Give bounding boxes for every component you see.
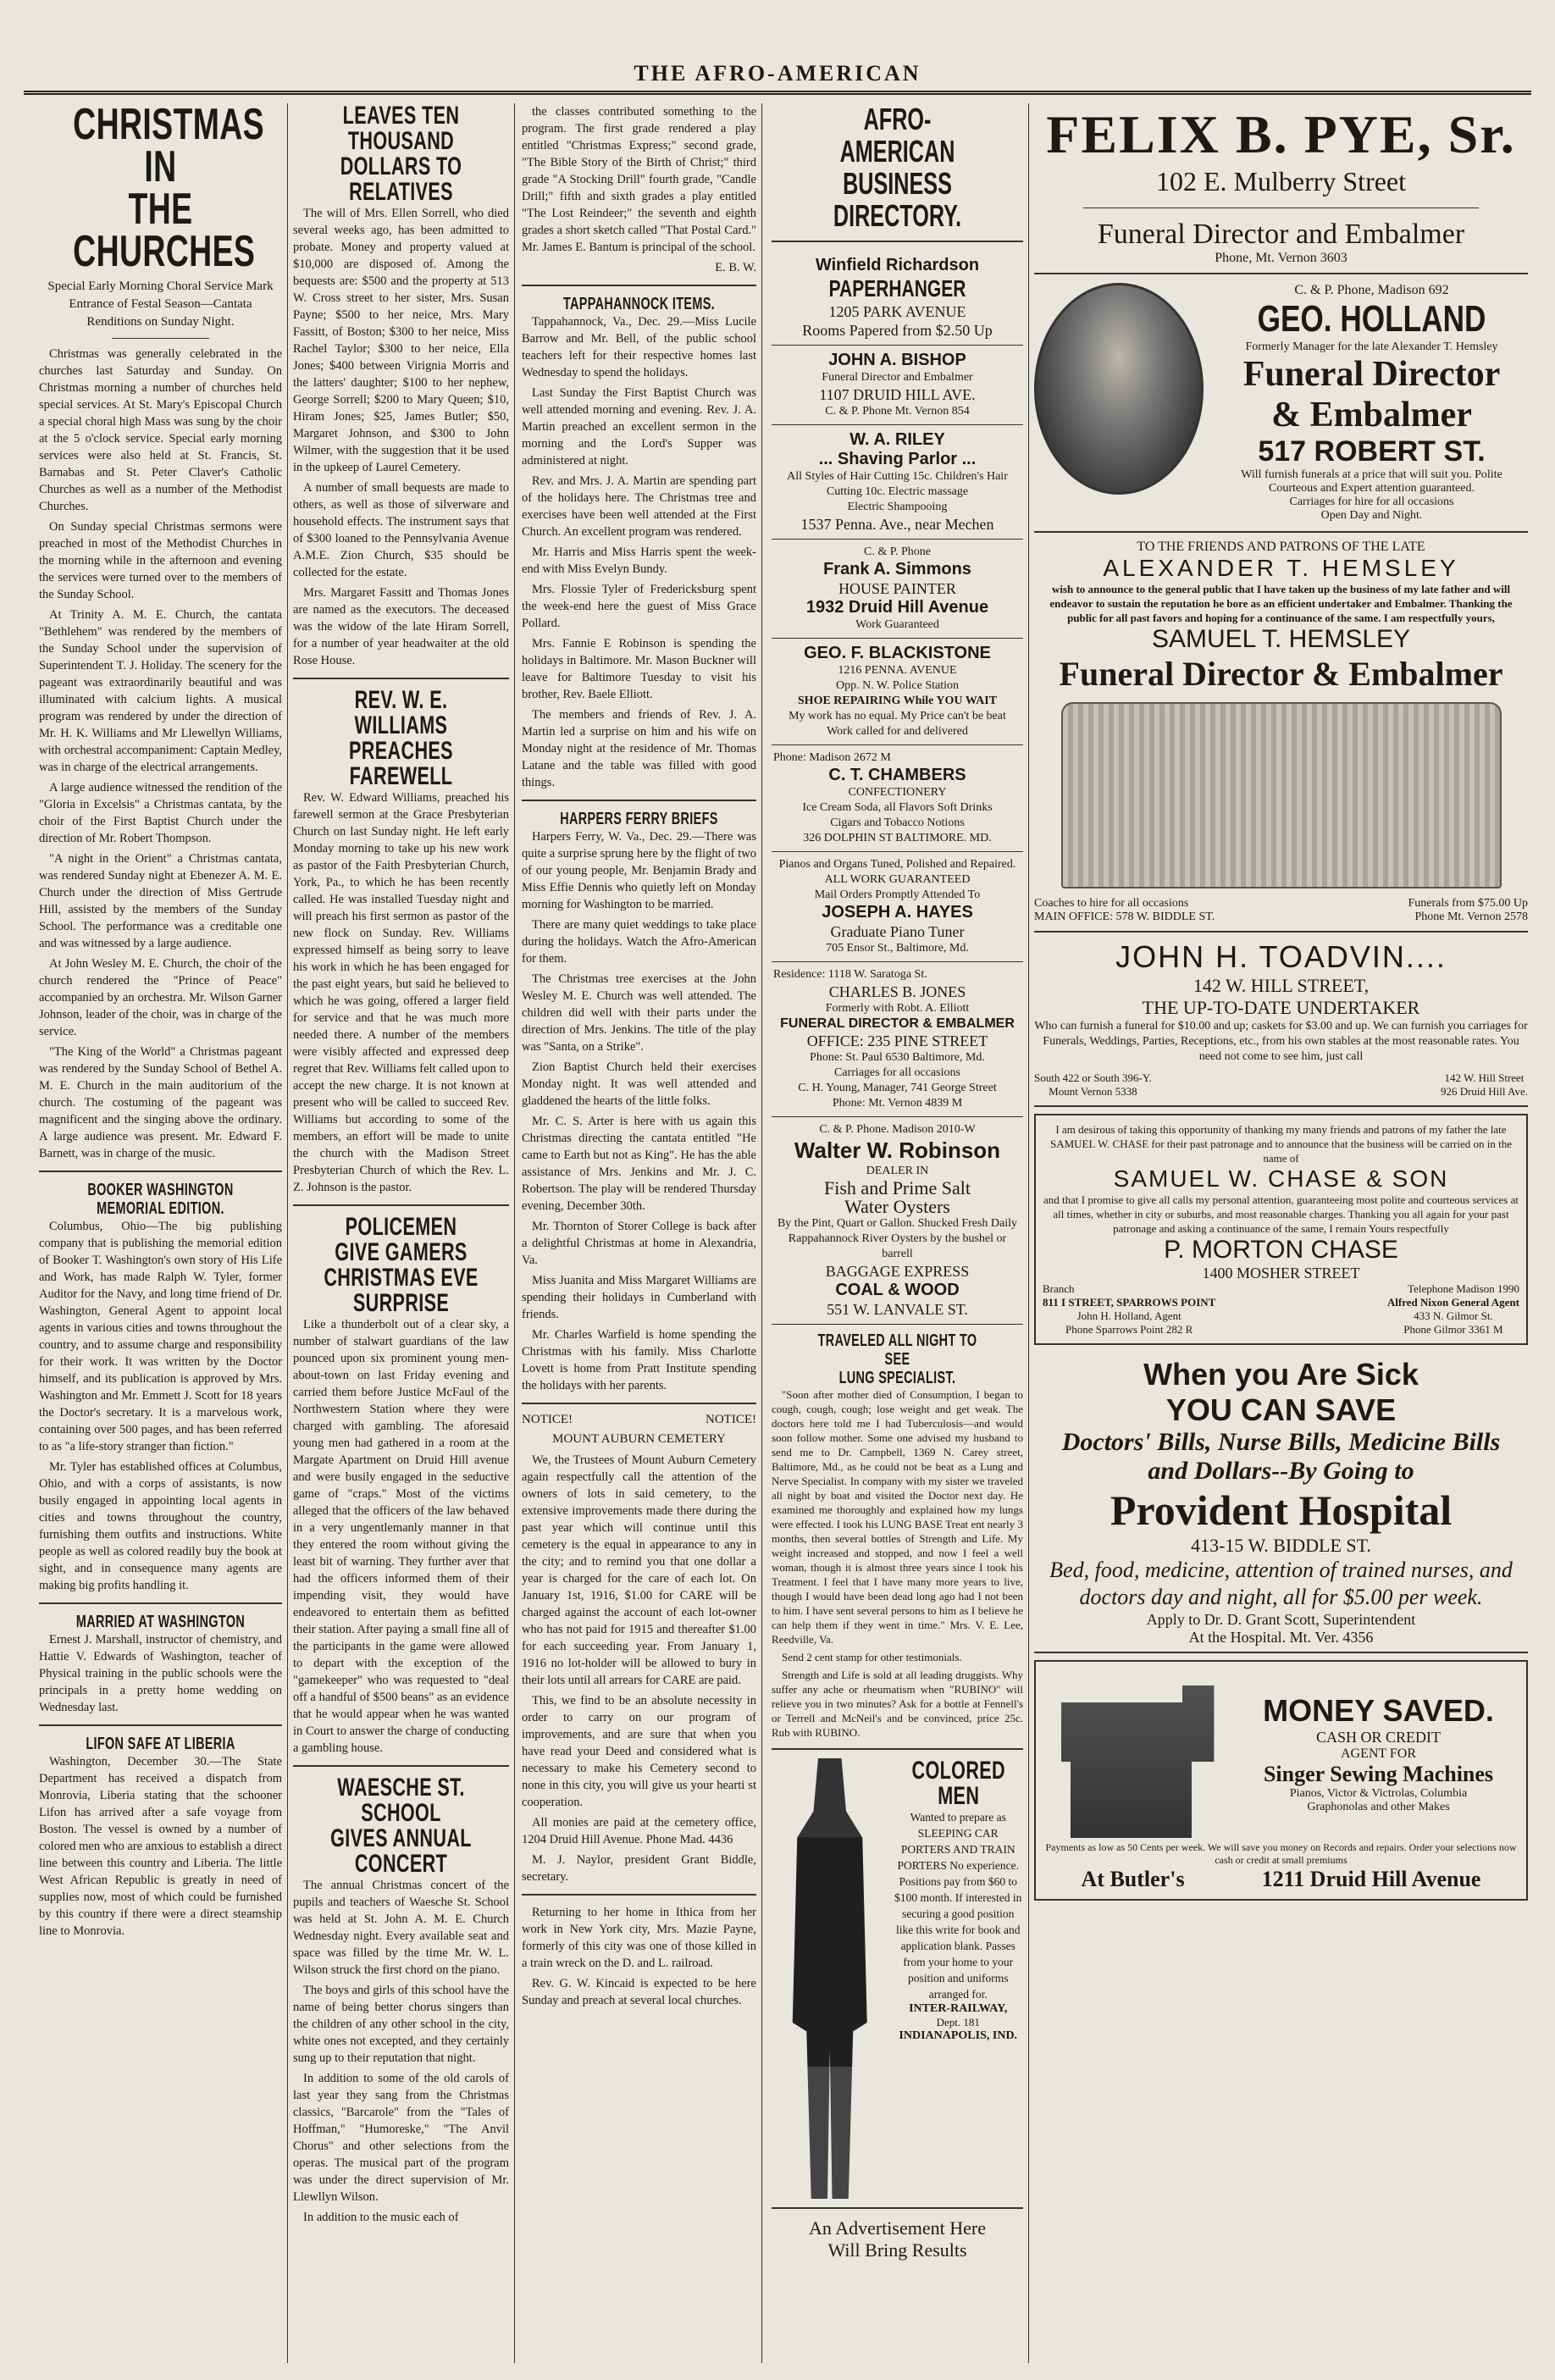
- ad-detail: Work Guaranteed: [855, 618, 939, 631]
- ad-robinson: [772, 1117, 1023, 1325]
- article-paragraph: Returning to her home in Ithica from her work in New York city, Mrs. Mazie Payne, formerly of this city was one of those killed in a train wreck on the D. and L. railroad.: [522, 1906, 756, 1970]
- divider: [772, 2207, 1023, 2209]
- ad-footer: [1034, 897, 1528, 910]
- article-paragraph: Strength and Life is sold at all leading druggists. Why suffer any ache or rheumatism when "RUBINO" will relieve you in two minutes? Ask for a bottle at Fennell's or Terrell and McNeil's and be convinced, price 25c. Rub with RUBINO.: [772, 1669, 1023, 1739]
- ad-detail: Pianos, Victor & Victrolas, Columbia: [1289, 1786, 1468, 1800]
- ad-phone: Phone: Mt. Vernon 4839 M: [832, 1097, 963, 1110]
- headline-williams-1: REV. W. E. WILLIAMS: [354, 686, 448, 739]
- ad-phone: C. & P. Phone: [864, 545, 931, 558]
- ad-name: JOSEPH A. HAYES: [822, 903, 973, 922]
- column-1: [34, 103, 288, 2363]
- ad-address: INDIANAPOLIS, IND.: [899, 2029, 1018, 2042]
- divider: [293, 678, 509, 679]
- ad-address: 811 I STREET, SPARROWS POINT: [1043, 1296, 1216, 1309]
- article-paragraph: Mr. Tyler has established offices at Columbus, Ohio, and with a corps of assistants, is now busily engaged in appointing local agents in cities and towns throughout the country, furnishing them outfits and instructions. White people as well as colored readily buy the book at sight, and in consequence many agents are making big profits handling it.: [39, 1460, 282, 1592]
- column-3: [517, 103, 762, 2363]
- ad-detail: Carriages for hire for all occasions: [1289, 495, 1454, 508]
- ad-detail: All Styles of Hair Cutting 15c. Children's Hair Cutting 10c. Electric massage: [787, 470, 1008, 498]
- ad-detail: Residence: 1118 W. Saratoga St.: [773, 968, 927, 981]
- ad-name: Frank A. Simmons: [823, 560, 971, 578]
- headline-cemetery: MOUNT AUBURN CEMETERY: [552, 1432, 726, 1446]
- ad-butler: [1034, 1660, 1528, 1901]
- ad-trade: HOUSE PAINTER: [838, 580, 956, 597]
- ad-name: Alfred Nixon General Agent: [1386, 1296, 1519, 1309]
- ad-detail: Rooms Papered from $2.50 Up: [802, 322, 993, 339]
- article-paragraph: Last Sunday the First Baptist Church was well attended morning and evening. Rev. J. A. Martin preached an excellent sermon in the morning and the Lord's Supper was administered at night.: [522, 386, 756, 468]
- ad-toadvin: [1034, 933, 1528, 1107]
- ad-footer: [1043, 1867, 1519, 1892]
- ad-detail: Cigars and Tobacco Notions: [830, 816, 965, 829]
- ad-address: 413-15 W. BIDDLE ST.: [1191, 1535, 1371, 1556]
- ad-holland: [1034, 274, 1528, 533]
- article-paragraph: Mr. Charles Warfield is home spending the Christmas with his family. Miss Charlotte Lovett is home from Pratt Institute spending the holidays with her parents.: [522, 1328, 756, 1392]
- ad-trade: Water Oysters: [844, 1196, 950, 1217]
- article-paragraph: Washington, December 30.—The State Department has received a dispatch from Monrovia, Liberia stating that the schooner Lifon has arrived after a safe voyage from Boston. The vessel is owned by a number of colored men who are anxious to establish a direct line between this country and Liberia. The little West African Republic is greatly in need of supplies now, most of which could be furnished by this country if there were a direct steamship line to Monrovia.: [39, 1755, 282, 1938]
- masthead-title: THE AFRO-AMERICAN: [634, 61, 921, 86]
- subheadline: Special Early Morning Choral Service Mark Entrance of Festal Season—Cantata Renditions on Sunday Night.: [47, 280, 274, 329]
- divider: [772, 1748, 1023, 1750]
- ad-branch-details: [1043, 1296, 1519, 1337]
- notice-left: NOTICE!: [522, 1413, 573, 1426]
- ad-name: JOHN H. TOADVIN....: [1115, 939, 1447, 974]
- article-paragraph: Mrs. Flossie Tyler of Fredericksburg spent the week-end here the guest of Miss Grace Pollard.: [522, 583, 756, 630]
- article-paragraph: On Sunday special Christmas sermons were preached in most of the Methodist Churches in the morning while in the afternoon and evening the services were turned over to the members of the Sunday School.: [39, 520, 282, 601]
- article-paragraph: Miss Juanita and Miss Margaret Williams are spending their holidays in Cumberland with friends.: [522, 1274, 756, 1321]
- signature: E. B. W.: [715, 261, 756, 274]
- ad-pye: [1034, 103, 1528, 274]
- article-paragraph: In addition to the music each of: [303, 2211, 459, 2224]
- article-paragraph: There are many quiet weddings to take place during the holidays. Watch the Afro-American for them.: [522, 918, 756, 966]
- ad-detail: At the Hospital. Mt. Ver. 4356: [1188, 1629, 1374, 1646]
- ad-name: C. T. CHAMBERS: [828, 766, 966, 784]
- article-paragraph: Like a thunderbolt out of a clear sky, a number of stalwart guardians of the law pounced upon six prominent young men-about-town on last Friday evening and carried them before Justice McFaul of the Northwestern Station where they were charged with gambling. The aforesaid young men had gathered in a room at the Margate Apartment on Druid Hill avenue and were busily engaged in the seductive game of "craps." Most of the victims alleged that the officers of the law behaved in a very ungentlemanly manner in that they entered the room without giving the least bit of warning. They further aver that had the officers informed them of their impending visit, they would have endeavored to entertain them as befitted their station. After paying a small fine all of the participants in the game were allowed to depart with the exception of the "gamekeeper" who was requested to "deal off a handful of $500 beans" as an evidence that he would appear when he was wanted in Court to answer the charge of conducting a gambling house.: [293, 1318, 509, 1755]
- ad-trade: Funeral Director and Embalmer: [1097, 219, 1465, 250]
- headline-lifon: LIFON SAFE AT LIBERIA: [86, 1735, 235, 1753]
- ad-bishop: [772, 346, 1023, 425]
- ad-name: GEO. F. BLACKISTONE: [804, 644, 991, 662]
- article-paragraph: Ernest J. Marshall, instructor of chemistry, and Hattie V. Edwards of Washington, teacher of Physical training in the public schools were the principals in a pretty home wedding on Wednesday last.: [39, 1633, 282, 1714]
- divider: [39, 1171, 282, 1172]
- headline-policemen-2: CHRISTMAS EVE SURPRISE: [324, 1264, 479, 1317]
- ad-name: INTER-RAILWAY,: [909, 2002, 1008, 2015]
- ad-trade: Funeral Director and Embalmer: [822, 371, 973, 384]
- ad-hemsley: [1034, 533, 1528, 933]
- ad-heading: When you Are Sick: [1143, 1357, 1419, 1392]
- ad-name: Winfield Richardson: [815, 256, 980, 274]
- notice-right: NOTICE!: [706, 1413, 756, 1426]
- ad-heading: ALEXANDER T. HEMSLEY: [1103, 555, 1459, 581]
- ad-detail: Funerals from $75.00 Up: [1408, 897, 1528, 910]
- article-paragraph: We, the Trustees of Mount Auburn Cemetery again respectfully call the attention of the owners of lots in said cemetery, to the extensive improvements made there during the past year which will continue until this cemetery is the equal in appearance to any in the city; and to remind you that one dollar a year is charged for the care of each lot. On January 1st, 1916, $1.00 for CARE will be charged against the account of each lot-owner who has not paid for 1915 and thereafter $1.00 for each succeeding year. From January 1, 1916 no lot-holder will be allowed to bury in their lots until all arrears for CARE are paid.: [522, 1453, 756, 1687]
- article-paragraph: At Trinity A. M. E. Church, the cantata "Bethlehem" was rendered by the members of the Sunday School under the supervision of Superintendent T. J. Holiday. The scenery for the pageant was extraordinarily beautiful and was illuminated with calcium lights. A musical program was rendered by under the direction of Mr. H. K. Williams and Mr Llewellyn Williams, with orchestral accompaniment: Captain Medley, was in charge of the electrical arrangements.: [39, 608, 282, 774]
- article-paragraph: Zion Baptist Church held their exercises Monday night. It was well attended and gladdened the hearts of the little folks.: [522, 1060, 756, 1108]
- headline-traveled-2: LUNG SPECIALIST.: [838, 1369, 956, 1387]
- article-paragraph: Tappahannock, Va., Dec. 29.—Miss Lucile Barrow and Mr. Bell, of the public school teachers left for their respective homes last Wednesday to spend the holidays.: [522, 315, 756, 379]
- ad-address: 326 DOLPHIN ST BALTIMORE. MD.: [803, 832, 992, 844]
- ad-trade: THE UP-TO-DATE UNDERTAKER: [1142, 997, 1420, 1018]
- advert-note-1: An Advertisement Here: [809, 2217, 986, 2239]
- headline-booker-2: MEMORIAL EDITION.: [97, 1199, 224, 1218]
- ad-address: 1211 Druid Hill Avenue: [1261, 1867, 1481, 1891]
- ad-phone: Phone: St. Paul 6530 Baltimore, Md.: [810, 1051, 985, 1064]
- ad-trade: Funeral Director: [1242, 355, 1501, 394]
- ad-trade: FUNERAL DIRECTOR & EMBALMER: [780, 1016, 1015, 1031]
- article-paragraph: "A night in the Orient" a Christmas cantata, was rendered Sunday night at Ebenezer A. M. E. Church under the direction of Miss Gertrude Hill, assisted by the members of the Sunday School. The performance was a creditable one and was witnessed by a large audience.: [39, 852, 282, 950]
- ad-phone: Phone Mt. Vernon 2578: [1414, 910, 1528, 923]
- article-paragraph: All monies are paid at the cemetery office, 1204 Druid Hill Avenue. Phone Mad. 4436: [522, 1816, 756, 1846]
- divider: [522, 1403, 756, 1404]
- ad-trade: PAPERHANGER: [828, 275, 966, 302]
- article-paragraph: Columbus, Ohio—The big publishing company that is publishing the memorial edition of Booker T. Washington's own story of His Life and Work, has made Ralph W. Tyler, former Auditor for the Navy, and long time friend of Dr. Washington, General Agent to appoint local agents in various cities and towns throughout the country, and to assume charge and responsibility for their work. It was written by the Doctor himself, and its publication is approved by Mrs. Washington and Mr. Emmett J. Scott for 18 years the Doctor's secretary. It is a marvelous work, containing over 500 pages, and has been referred to as "a life-story stranger than fiction.": [39, 1220, 282, 1453]
- ad-body: Bed, food, medicine, attention of trained nurses, and doctors day and night, all for $5.00 per week.: [1049, 1558, 1513, 1609]
- ad-address: MAIN OFFICE: 578 W. BIDDLE ST.: [1034, 910, 1215, 923]
- headline-williams-2: PREACHES FAREWELL: [349, 737, 453, 790]
- sewing-machine-icon: [1043, 1669, 1229, 1838]
- ad-detail: COAL & WOOD: [835, 1281, 960, 1299]
- ad-body: wish to announce to the general public that I have taken up the business of my late father and will endeavor to sustain the reputation he bore as an efficient undertaker and Embalmer. Thanking the public for all past favors and hoping for a continuance of the same. I am respectfully yours,: [1049, 583, 1513, 624]
- article-paragraph: Christmas was generally celebrated in the churches last Saturday and Sunday. On Christmas morning a number of churches held special services. At St. Mary's Episcopal Church a special choral high Mass was sung by the choir at the 5 o'clock service. Special early morning services were also held at St. Francis, St. Barnabas and St. Peter Claver's Catholic Churches as well as a number of the Methodist Churches.: [39, 347, 282, 513]
- ad-address: 1537 Penna. Ave., near Mechen: [800, 516, 994, 533]
- headline-harpers: HARPERS FERRY BRIEFS: [560, 810, 718, 828]
- ad-hospital: [1034, 1352, 1528, 1653]
- casket-illustration-icon: [1061, 702, 1502, 888]
- ad-address: 102 E. Mulberry Street: [1155, 166, 1407, 196]
- column-4: [766, 103, 1029, 2363]
- ad-name: CHARLES B. JONES: [828, 983, 966, 1000]
- ad-detail: Coaches to hire for all occasions: [1034, 897, 1189, 910]
- article-paragraph: Mr. Harris and Miss Harris spent the week-end with Miss Evelyn Bundy.: [522, 545, 756, 576]
- ad-detail: Will furnish funerals at a price that will suit you. Polite Courteous and Expert attention guaranteed.: [1241, 468, 1502, 495]
- ad-trade: & Embalmer: [1271, 396, 1472, 434]
- column-2: [288, 103, 515, 2363]
- ad-address: 1205 PARK AVENUE: [828, 303, 966, 320]
- ad-blackistone: [772, 639, 1023, 745]
- article-paragraph: "The King of the World" a Christmas pageant was rendered by the Sunday School of Bethel A. M. E. Church in the main auditorium of the church. The costuming of the pageant was magnificent and the singing above the ordinary. A large audience was present. Mr. Edward F. Barnett, was in charge of the music.: [39, 1045, 282, 1160]
- ad-phone: Phone, Mt. Vernon 3603: [1215, 251, 1347, 265]
- ad-address: 926 Druid Hill Ave.: [1440, 1085, 1528, 1098]
- ad-detail: Branch: [1043, 1282, 1075, 1295]
- divider: [522, 800, 756, 801]
- ad-body: Payments as low as 50 Cents per week. We will save you money on Records and repairs. Order your selections now cash or credit at small premiums: [1045, 1841, 1517, 1866]
- ad-heading: and Dollars--By Going to: [1148, 1457, 1414, 1485]
- divider: [112, 338, 209, 339]
- notice-row: [522, 1413, 756, 1427]
- divider: [522, 1894, 756, 1896]
- ad-simmons: [772, 540, 1023, 639]
- ad-name: Walter W. Robinson: [794, 1137, 1001, 1163]
- ad-detail: Carriages for all occasions: [834, 1066, 960, 1079]
- headline-christmas-1: CHRISTMAS IN: [73, 103, 264, 191]
- ad-branch-row: [1043, 1282, 1519, 1296]
- ad-phone: Mount Vernon 5338: [1049, 1085, 1137, 1098]
- ad-phone: South 422 or South 396-Y.: [1034, 1071, 1152, 1084]
- ad-chase: [1034, 1114, 1528, 1345]
- ad-detail: DEALER IN: [866, 1165, 929, 1177]
- ad-detail: Ice Cream Soda, all Flavors Soft Drinks: [802, 801, 993, 814]
- article-paragraph: M. J. Naylor, president Grant Biddle, secretary.: [522, 1853, 756, 1884]
- ad-name: At Butler's: [1081, 1867, 1185, 1891]
- ad-detail: My work has no equal. My Price can't be beat: [789, 710, 1006, 722]
- ad-name: SAMUEL W. CHASE & SON: [1113, 1165, 1449, 1192]
- article-paragraph: the classes contributed something to the program. The first grade rendered a play entitled "Christmas Express;" second grade, "The Bible Story of the Birth of Christ;" third grade "A Stocking Drill" fourth grade, "Candle Drill;" fifth and sixth grades a play entitled "The Lost Reindeer;" the seventh and eighth grades a short sketch called "That Postal Card." Mr. James E. Bantum is principal of the school.: [522, 105, 756, 254]
- ad-detail: Work called for and delivered: [827, 725, 968, 738]
- ad-phone: Phone Gilmor 3361 M: [1403, 1323, 1503, 1336]
- ad-phone: Phone: Madison 2672 M: [773, 751, 891, 764]
- ad-address: 1216 PENNA. AVENUE: [838, 664, 957, 677]
- article-paragraph: Rev. W. Edward Williams, preached his farewell sermon at the Grace Presbyterian Church on last Sunday night. He left early Monday morning to take up his new work as pastor of the Faith Presbyterian Church, York, Pa., to which he has been recently called. He was installed Tuesday night and will preach his first sermon as pastor of the new flock on Sunday. Rev. Williams expressed himself as being sorry to leave his work in which he has been engaged for the past eight years, but said he believed to which he was going, offered a larger field for service and that he was much more needed there. A number of the members were visibly affected and expressed deep regret that Rev. Williams felt called upon to accept the new charge. It is not known at present who will be called to succeed Rev. Williams but according to some of the members, an effort will be made to unite the church with the Madison Street Presbyterian Church of which the Rev. L. Z. Johnson is the pastor.: [293, 791, 509, 1194]
- ad-detail: Graphonolas and other Makes: [1307, 1800, 1450, 1813]
- article-paragraph: The will of Mrs. Ellen Sorrell, who died several weeks ago, has been admitted to probate. Money and property valued at $10,000 are disposed of. Among the bequests are: $500 and the property at 513 W. Cross street to her sister, Mrs. Susan Payne; $500 to her neice, Mrs. Mary Fassitt, of Boston; $300 to her neice, Miss Rachel Taylor; $300 to her neice, Ella Jones; $400 between Virignia Morris and the latters' daughter; $100 to her nephew, George Sorrell; $200 to Mary Queen; $10, Hiram Jones; $25, James Butler; $50, Margaret Johnson, and $300 to John Wilmer, with the suggestion that it be used in the upkeep of Laurel Cemetery.: [293, 207, 509, 474]
- ad-address: 142 W. Hill Street: [1444, 1071, 1525, 1084]
- ad-detail: CASH OR CREDIT: [1315, 1728, 1441, 1746]
- article-paragraph: Mr. Thornton of Storer College is back after a delightful Christmas at home in Alexandria, Va.: [522, 1220, 756, 1267]
- ad-jones: [772, 962, 1023, 1117]
- ad-address: 551 W. LANVALE ST.: [827, 1301, 968, 1318]
- headline-married: MARRIED AT WASHINGTON: [75, 1613, 246, 1631]
- ad-address: 1932 Druid Hill Avenue: [805, 598, 989, 617]
- ad-address: OFFICE: 235 PINE STREET: [806, 1032, 988, 1049]
- ad-detail: BAGGAGE EXPRESS: [825, 1263, 970, 1280]
- article-paragraph: A number of small bequests are made to others, as well as those of silverware and household effects. The instrument says that of $300 loaned to the Pennsylvania Avenue A.M.E. Zion Church, $35 should be collected for the estate.: [293, 481, 509, 579]
- ad-heading: YOU CAN SAVE: [1165, 1392, 1397, 1427]
- ad-address: 1400 MOSHER STREET: [1202, 1265, 1360, 1281]
- ad-colored-men-text: [894, 1758, 1024, 2199]
- ad-detail: By the Pint, Quart or Gallon. Shucked Fresh Daily: [777, 1217, 1018, 1230]
- ad-address: 517 ROBERT ST.: [1258, 435, 1486, 468]
- headline-waesche-2: GIVES ANNUAL CONCERT: [330, 1824, 472, 1878]
- headline-waesche-1: WAESCHE ST. SCHOOL: [337, 1774, 465, 1827]
- headline-booker-1: BOOKER WASHINGTON: [87, 1181, 234, 1199]
- advert-note-2: Will Bring Results: [827, 2239, 967, 2261]
- ad-trade: Graduate Piano Tuner: [830, 923, 965, 940]
- ad-detail: Mail Orders Promptly Attended To: [814, 888, 981, 901]
- ad-detail: C. H. Young, Manager, 741 George Street: [798, 1082, 997, 1094]
- article-paragraph: Mrs. Margaret Fassitt and Thomas Jones are named as the executors. The deceased was the widow of the late Hiram Sorrell, for a number of year headwaiter at the old Rose House.: [293, 586, 509, 667]
- article-paragraph: Rev. and Mrs. J. A. Martin are spending part of the holidays here. The Christmas tree and exercises have been well attended at the First Church. An excellent program was rendered.: [522, 474, 756, 539]
- ad-detail: Apply to Dr. D. Grant Scott, Superintendent: [1146, 1611, 1416, 1628]
- headline-tappahannock: TAPPAHANNOCK ITEMS.: [562, 295, 716, 313]
- masthead: [24, 61, 1531, 95]
- article-paragraph: The boys and girls of this school have the name of being better chorus singers than the children of any other school in the city, white ones not excepted, and they certainly sung up to their reputation that night.: [293, 1984, 509, 2065]
- article-paragraph: At John Wesley M. E. Church, the choir of the church rendered the "Prince of Peace" accompanied by an orchestra. Mr. Wilson Garner Johnson, leader of the choir, was in charge of the service.: [39, 957, 282, 1038]
- ad-trade: Fish and Prime Salt: [824, 1177, 971, 1198]
- portrait-photo-icon: [1034, 283, 1204, 495]
- article-paragraph: Rev. G. W. Kincaid is expected to be here Sunday and preach at several local churches.: [522, 1977, 756, 2007]
- ad-detail: John H. Holland, Agent: [1076, 1309, 1181, 1322]
- ad-phone: Telephone Madison 1990: [1408, 1282, 1519, 1295]
- ad-name: Provident Hospital: [1110, 1486, 1453, 1534]
- ad-heading: MONEY SAVED.: [1263, 1692, 1494, 1728]
- divider: [772, 241, 1023, 242]
- ad-heading: Doctors' Bills, Nurse Bills, Medicine Bills: [1061, 1428, 1501, 1456]
- divider: [522, 285, 756, 286]
- ad-trade: ... Shaving Parlor ...: [818, 450, 977, 468]
- article-paragraph: "Soon after mother died of Consumption, I began to cough, cough, cough; lose weight and get weak. The doctors here told me I had Tuberculosis—and would soon follow mother. Some one advised my husband to send me to Dr. Campbell, 1369 N. Carey street, Baltimore, Md., as he could not be beat as a Lung and Nerve Specialist. In company with my sister we traveled all night by boat and visited the Doctor next day. He examined me thoroughly and explained how my lungs were effected. I took his LUNG BASE Treat ent nearly 3 months, then several bottles of Strength and Life. My weight increased and stopped, and now I feel a well woman, though it is almost three years since I took his Treatment. I feel that I have many more years to live, though I would have been dead long ago had I not been to him. I have sent several persons to him as I believe he can help them if they went in time." Mrs. V. E. Lee, Reedville, Va.: [772, 1388, 1023, 1646]
- article-paragraph: Send 2 cent stamp for other testimonials.: [782, 1651, 962, 1663]
- ad-footer: [1034, 910, 1528, 924]
- divider: [293, 1765, 509, 1767]
- ad-detail: Pianos and Organs Tuned, Polished and Repaired. ALL WORK GUARANTEED: [778, 858, 1016, 886]
- divider: [293, 1204, 509, 1206]
- ad-detail: Rappahannock River Oysters by the bushel or barrell: [788, 1232, 1007, 1260]
- ad-address: 433 N. Gilmor St.: [1414, 1309, 1493, 1322]
- ad-address: 142 W. HILL STREET,: [1193, 975, 1370, 996]
- ad-body: I am desirous of taking this opportunity of thanking my many friends and patrons of my father the late SAMUEL W. CHASE for their past patronage and to announce that the business will be carried on in the name of: [1049, 1123, 1513, 1165]
- article-paragraph: A large audience witnessed the rendition of the "Gloria in Excelsis" a Christmas cantata, by the choir of the First Baptist Church under the direction of Mr. Robert Thompson.: [39, 781, 282, 845]
- ad-detail: Formerly Manager for the late Alexander T. Hemsley: [1245, 340, 1498, 353]
- ad-address: 1107 DRUID HILL AVE.: [819, 386, 976, 403]
- ad-body: Wanted to prepare as SLEEPING CAR PORTERS AND TRAIN PORTERS No experience. Positions pay from $60 to $100 month. If interested in securing a good position like this write for book and application blank. Passes from your home to your position and uniforms arranged for.: [894, 1811, 1022, 2001]
- article-paragraph: The annual Christmas concert of the pupils and teachers of Waesche St. School was held at St. John A. M. E. Church Wednesday night. Every available seat and space was filled by the time Mr. W. L. Wilson struck the first chord on the piano.: [293, 1879, 509, 1977]
- ad-heading: MEN: [937, 1782, 979, 1810]
- article-paragraph: Mr. C. S. Arter is here with us again this Christmas directing the cantata entitled "He came to Earth but not as King". He has the able assistance of Mrs. Jenkins and Mr. J. C. Robertson. The play will be rendered Thursday evening, December 30th.: [522, 1115, 756, 1213]
- headline-traveled-1: TRAVELED ALL NIGHT TO SEE: [817, 1331, 977, 1369]
- ad-name: SAMUEL T. HEMSLEY: [1151, 625, 1411, 653]
- porter-illustration-icon: [772, 1758, 888, 2199]
- headline-leaves-1: LEAVES TEN THOUSAND: [342, 103, 460, 155]
- headline-christmas-2: THE CHURCHES: [73, 185, 256, 276]
- ad-name: Singer Sewing Machines: [1263, 1761, 1494, 1786]
- ad-detail: Open Day and Night.: [1320, 509, 1423, 522]
- ad-footer: [1034, 1071, 1528, 1099]
- ad-detail: Dept. 181: [936, 2016, 980, 2029]
- ad-detail: AGENT FOR: [1340, 1746, 1417, 1761]
- ad-phone: C. & P. Phone. Madison 2010-W: [819, 1123, 976, 1136]
- ad-detail: Electric Shampooing: [847, 501, 948, 513]
- article-paragraph: In addition to some of the old carols of last year they sang from the Christmas classics, "Barcarole" from the "Tales of Hoffman," "Humoreske," "The Anvil Chorus" and other selections from the operas. The musical part of the program was under the direct supervision of Mr. Llewllyn Wilson.: [293, 2072, 509, 2204]
- directory-title-1: AFRO-AMERICAN: [839, 103, 955, 169]
- ad-chambers: [772, 745, 1023, 852]
- ad-colored-men: [772, 1758, 1023, 2199]
- ad-heading: COLORED: [910, 1757, 1005, 1785]
- article-paragraph: This, we find to be an absolute necessity in order to carry on our program of improvements, and are sure that when you have read your Deed and considered what is necessary to make his Cemetery second to none in this city, you will give us your hearti st cooperation.: [522, 1694, 756, 1809]
- ad-name: GEO. HOLLAND: [1257, 298, 1486, 340]
- ad-body: Who can furnish a funeral for $10.00 and up; caskets for $3.00 and up. We can furnish you carriages for Funerals, Weddings, Parties, Receptions, etc., from his own stables at the most reasonable rates. You need not come to see him, just call: [1034, 1020, 1528, 1063]
- ad-name: FELIX B. PYE, Sr.: [1046, 104, 1516, 164]
- ad-richardson: [772, 251, 1023, 346]
- article-paragraph: Harpers Ferry, W. Va., Dec. 29.—There was quite a surprise sprung here by the flight of two of our young people, Mr. Benjamin Brady and Miss Effie Dennis who quietly left on Monday morning for Washington to be married.: [522, 830, 756, 911]
- column-5: [1029, 103, 1533, 2363]
- ad-name: W. A. RILEY: [849, 430, 945, 449]
- ad-trade: CONFECTIONERY: [848, 786, 947, 799]
- ad-detail: Formerly with Robt. A. Elliott: [825, 1002, 970, 1015]
- ad-body: and that I promise to give all calls my personal attention, guaranteeing most polite and courteous services at all times, whether in city or suburbs, and most reasonable charges. Thanking you all again for your past patronage and asking a continuance of the same, I remain Yours respectfully: [1043, 1193, 1519, 1235]
- headline-leaves-2: DOLLARS TO RELATIVES: [340, 152, 462, 206]
- article-paragraph: The Christmas tree exercises at the John Wesley M. E. Church was well attended. The children did well with their parts under the direction of Mrs. Jenkins. The title of the play was "Santa, on a Strike".: [522, 972, 756, 1054]
- ad-heading: TO THE FRIENDS AND PATRONS OF THE LATE: [1137, 540, 1425, 554]
- divider: [39, 1602, 282, 1604]
- headline-policemen-1: POLICEMEN GIVE GAMERS: [335, 1213, 468, 1266]
- ad-hayes: [772, 852, 1023, 962]
- directory-title-2: BUSINESS DIRECTORY.: [833, 166, 962, 233]
- ad-phone: Phone Sparrows Point 282 R: [1065, 1323, 1193, 1336]
- ad-name: JOHN A. BISHOP: [828, 351, 966, 369]
- ad-trade: SHOE REPAIRING While YOU WAIT: [797, 695, 998, 707]
- article-paragraph: Mrs. Fannie E Robinson is spending the holidays in Baltimore. Mr. Mason Buckner will leave for Baltimore Tuesday to visit his brother, Rev. Baele Elliott.: [522, 637, 756, 701]
- divider: [39, 1724, 282, 1726]
- ad-riley: [772, 425, 1023, 540]
- ad-phone: C. & P. Phone, Madison 692: [1294, 283, 1449, 297]
- article-paragraph: The members and friends of Rev. J. A. Martin led a surprise on him and his wife on Monday night at the residence of Mr. Thomas Latane and the table was filled with good things.: [522, 708, 756, 789]
- ad-trade: Funeral Director & Embalmer: [1059, 655, 1503, 693]
- ad-address: 705 Ensor St., Baltimore, Md.: [826, 942, 969, 955]
- ad-detail: Opp. N. W. Police Station: [835, 679, 960, 692]
- ad-name: P. MORTON CHASE: [1164, 1236, 1398, 1264]
- ad-phone: C. & P. Phone Mt. Vernon 854: [825, 405, 970, 418]
